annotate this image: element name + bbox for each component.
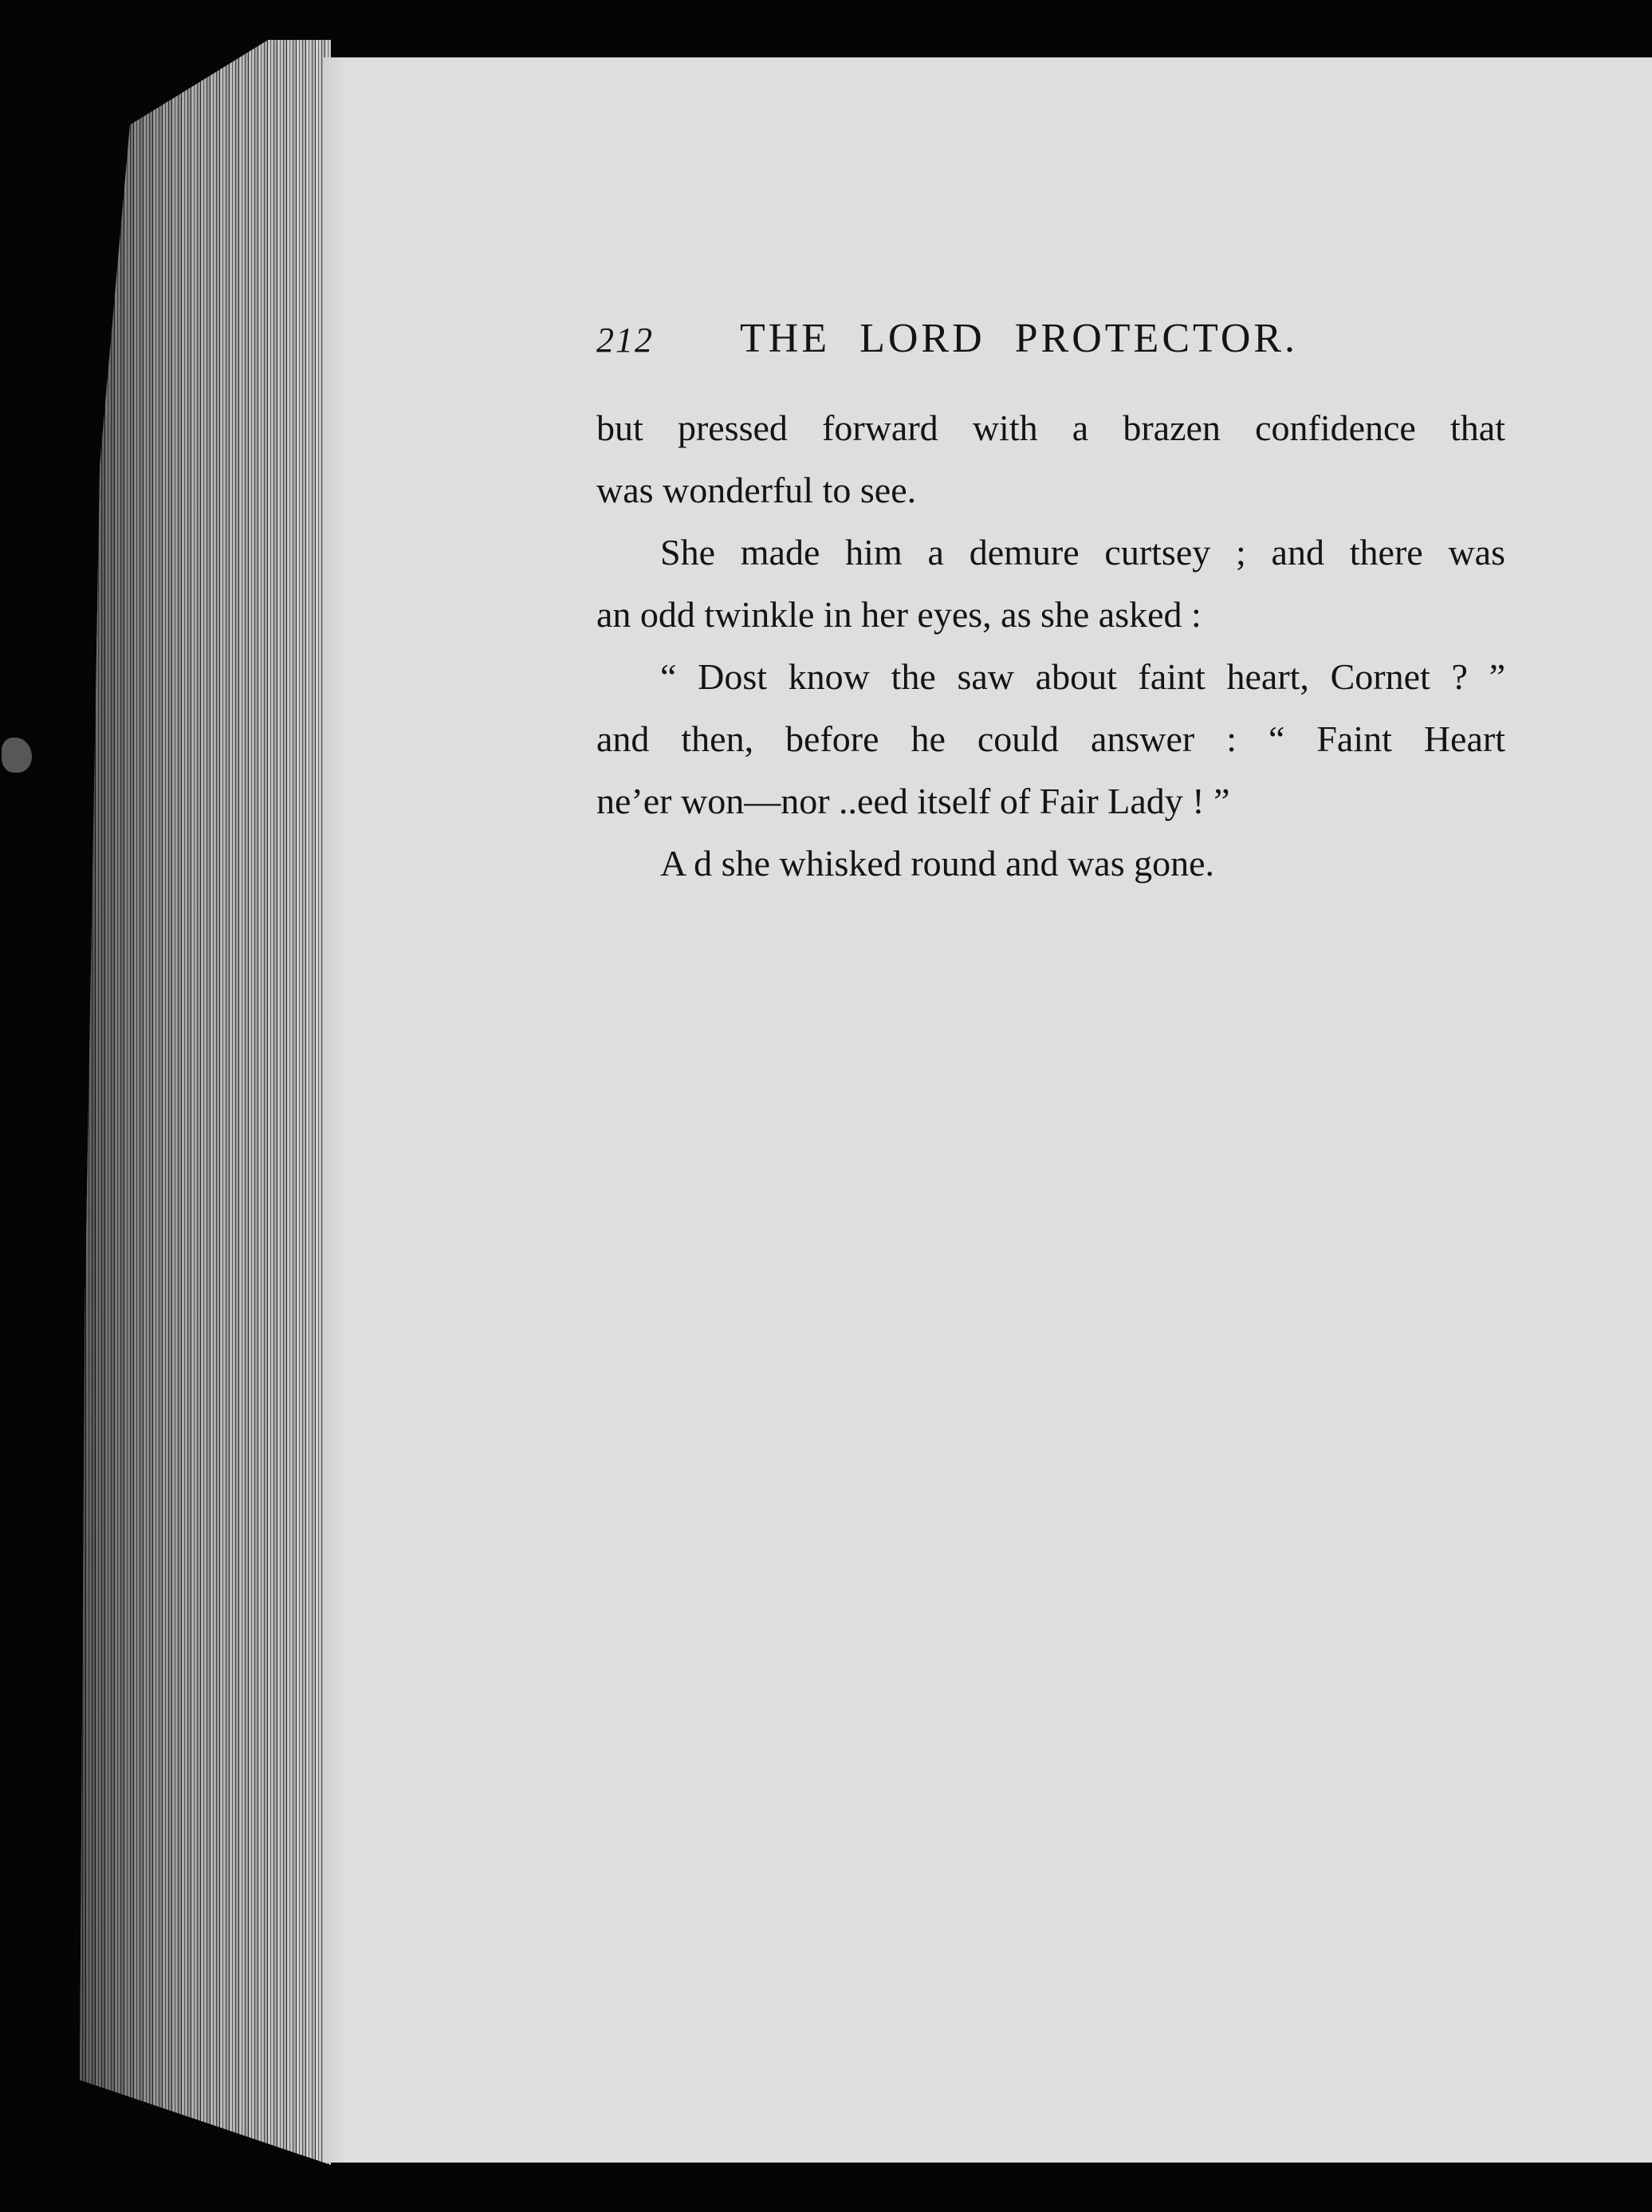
page-gutter-shadow — [323, 57, 345, 2163]
page-edges-shadow — [80, 40, 331, 2165]
paragraph — [596, 522, 1505, 646]
text-line: an odd twinkle in her eyes, as she asked : — [596, 594, 1202, 635]
text-line: ne’er won—nor ..eed itself of Fair Lady ! ” — [596, 781, 1230, 821]
body-text — [596, 397, 1505, 895]
running-head — [596, 311, 1394, 367]
running-title: THE LORD PROTECTOR. — [740, 316, 1299, 361]
scan-speck — [2, 738, 32, 773]
paragraph — [596, 397, 1505, 522]
book-page — [323, 57, 1652, 2163]
text-line: but pressed forward with a brazen confidence that — [596, 407, 1505, 448]
page-number: 212 — [596, 321, 654, 360]
paragraph — [596, 646, 1505, 832]
text-line: She made him a demure curtsey ; and there was — [660, 532, 1505, 573]
paragraph — [596, 832, 1505, 895]
text-line: and then, before he could answer : “ Faint Heart — [596, 718, 1505, 759]
text-line: “ Dost know the saw about faint heart, Cornet ? ” — [660, 656, 1505, 697]
text-line: was wonderful to see. — [596, 470, 917, 510]
text-line: A d she whisked round and was gone. — [660, 843, 1215, 884]
